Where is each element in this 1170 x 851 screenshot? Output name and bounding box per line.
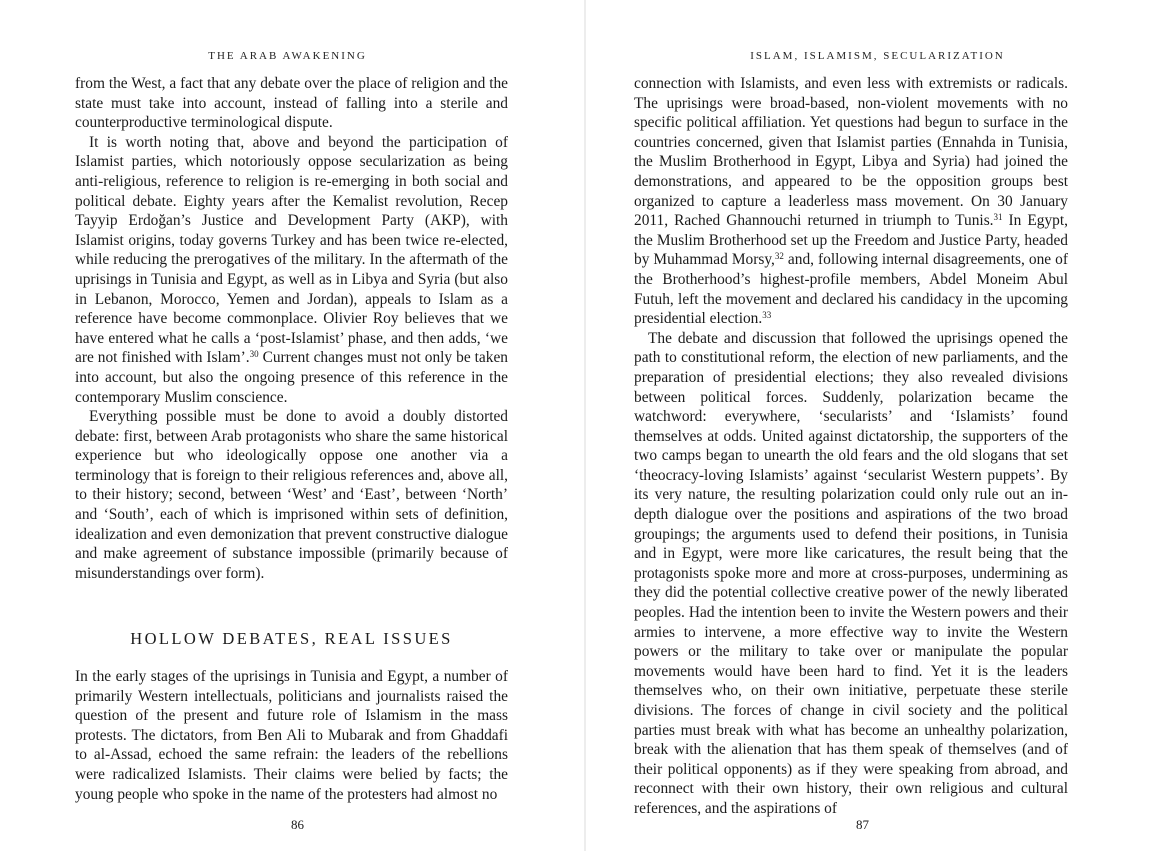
paragraph: [75, 133, 508, 407]
paragraph-text: and, following internal disagreements, one of the Brotherhood’s highest-profile members, Abdel Moneim Abul Futuh, left the movement and declared his candidacy in the upcoming presidential election.: [634, 251, 1068, 328]
right-page: [585, 0, 1170, 851]
paragraph: [634, 329, 1068, 819]
paragraph: [75, 667, 508, 804]
paragraph: [75, 407, 508, 583]
paragraph-text: In Egypt, the Muslim Brotherhood set up the Freedom and Justice Party, headed by Muhammad Morsy,: [634, 212, 1068, 269]
footnote-marker: 31: [993, 212, 1003, 223]
paragraph-text: In the early stages of the uprisings in Tunisia and Egypt, a number of primarily Western intellectuals, politicians and journalists raised the question of the present and future role of Islamism in the mass protests. The dictators, from Ben Ali to Mubarak and from Ghaddafi to al-Assad, echoed the same refrain: the leaders of the rebellions were radicalized Islamists. Their claims were belied by facts; the young people who spoke in the name of the protesters had almost no: [75, 668, 508, 803]
footnote-marker: 32: [774, 251, 784, 262]
footnote-marker: 33: [762, 310, 772, 321]
section-heading: HOLLOW DEBATES, REAL ISSUES: [130, 629, 453, 649]
body-text: [634, 74, 1068, 819]
page-number: 87: [856, 817, 869, 832]
paragraph-text: connection with Islamists, and even less with extremists or radicals. The uprisings were broad-based, non-violent movements with no specific political affiliation. Yet questions had begun to surface in the countries concerned, given that Islamist parties (Ennahda in Tunisia, the Muslim Brotherhood in Egypt, Libya and Syria) had joined the demonstrations, and appeared to be the opposition groups best organized to capture a leaderless mass movement. On 30 January 2011, Rached Ghannouchi returned in triumph to Tunis.: [634, 75, 1068, 230]
paragraph: [634, 74, 1068, 329]
body-text: [75, 74, 508, 804]
paragraph-text: Everything possible must be done to avoid a doubly distorted debate: first, between Arab protagonists who share the same historical experience but who ideologically oppose one another via a terminology that is foreign to their religious references and, above all, to their history; second, between ‘West’ and ‘East’, between ‘North’ and ‘South’, each of which is imprisoned within sets of definition, idealization and even demonization that prevent constructive dialogue and make agreement of substance impossible (primarily because of misunderstandings over form).: [75, 408, 508, 582]
paragraph-text: from the West, a fact that any debate over the place of religion and the state must take into account, instead of falling into a sterile and counterproductive terminological dispute.: [75, 75, 508, 132]
running-head: ISLAM, ISLAMISM, SECULARIZATION: [750, 50, 1005, 62]
footnote-marker: 30: [249, 349, 259, 360]
page-number: 86: [291, 817, 304, 832]
paragraph: [75, 74, 508, 133]
paragraph-text: The debate and discussion that followed the uprisings opened the path to constitutional reform, the election of new parliaments, and the preparation of presidential elections; they also revealed divisions between political forces. Suddenly, polarization became the watchword: everywhere, ‘secularists’ and ‘Islamists’ found themselves at odds. United against dictatorship, the supporters of the two camps began to unearth the old fears and the old slogans that set ‘theocracy-loving Islamists’ against ‘secularist Western puppets’. By its very nature, the resulting polarization could only rule out an in-depth dialogue over the positions and aspirations of the two broad groupings; the arguments used to defend their positions, in Tunisia and in Egypt, were more like caricatures, the result being that the protagonists spoke more and more at cross-purposes, undermining as they did the potential collective creative power of the newly liberated peoples. Had the intention been to invite the Western powers and their armies to intervene, a more effective way to invite the Western powers or the military to take over or manipulate the popular movements would have been hard to find. Yet it is the leaders themselves who, on their own initiative, perpetuate these sterile divisions. The forces of change in civil society and the political parties must break with what has become an unhealthy polarization, break with the alienation that has them speak of themselves (and of their political opponents) as if they were speaking from abroad, and reconnect with their own history, their own religious and cultural references, and the aspirations of: [634, 329, 1068, 817]
paragraph-text: It is worth noting that, above and beyond the participation of Islamist parties, which notoriously oppose secularization as being anti-religious, reference to religion is re-emerging in both social and political debate. Eighty years after the Kemalist revolution, Recep Tayyip Erdoğan’s Justice and Development Party (AKP), with Islamist origins, today governs Turkey and has been twice re-elected, while reducing the prerogatives of the military. In the aftermath of the uprisings in Tunisia and Egypt, as well as in Libya and Syria (but also in Lebanon, Morocco, Yemen and Jordan), appeals to Islam as a reference have become commonplace. Olivier Roy believes that we have entered what he calls a ‘post-Islamist’ phase, and then adds, ‘we are not finished with Islam’.: [75, 133, 508, 367]
running-head: THE ARAB AWAKENING: [208, 50, 367, 62]
paragraph-text: Current changes must not only be taken into account, but also the ongoing presence of this reference in the contemporary Muslim conscience.: [75, 349, 508, 406]
